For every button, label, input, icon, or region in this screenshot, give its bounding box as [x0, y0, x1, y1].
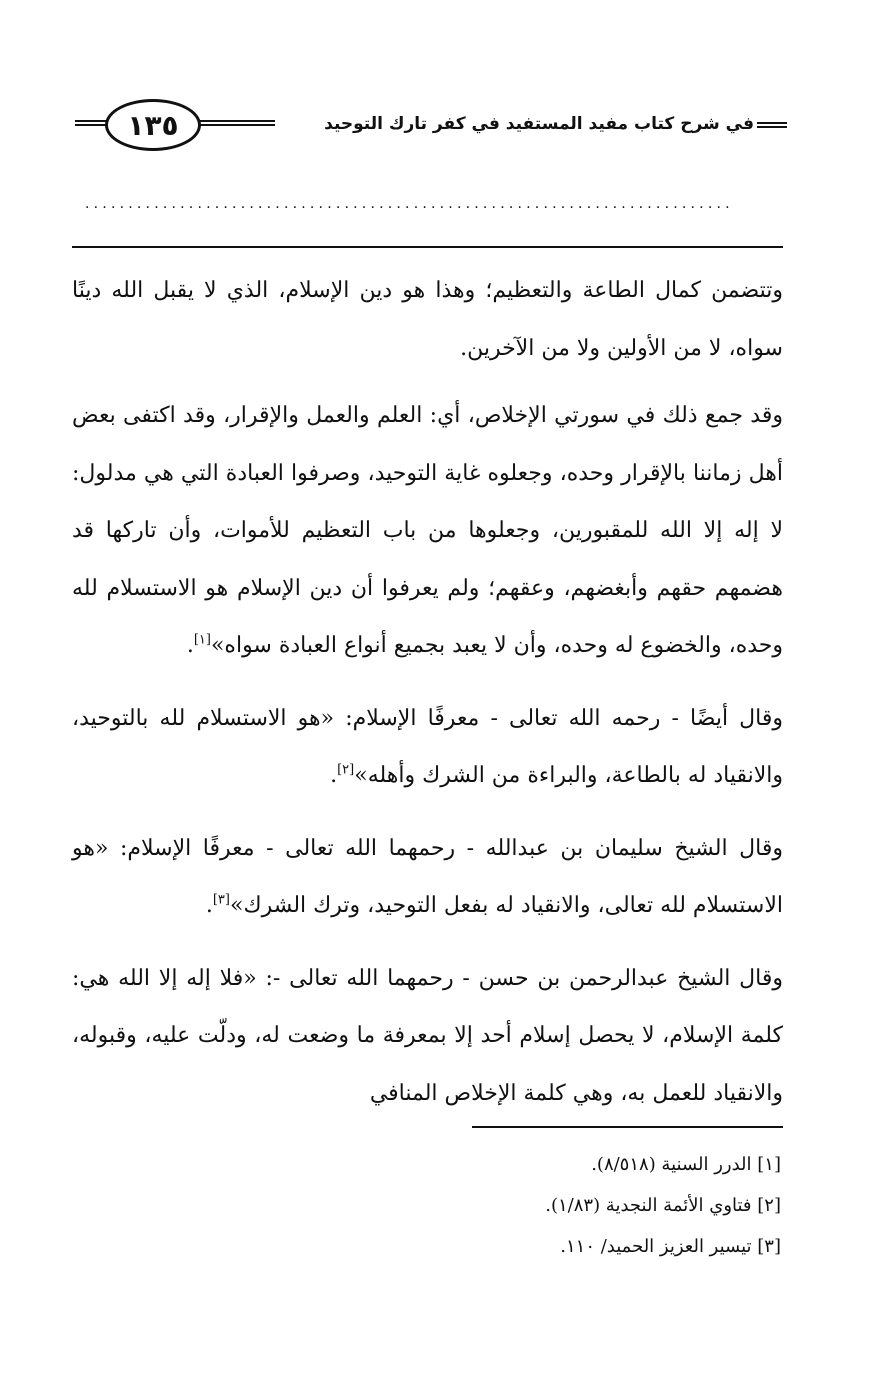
- header-double-rule-middle: [200, 120, 275, 126]
- page-header: [0, 0, 879, 170]
- top-rule: [72, 246, 783, 248]
- footnote-ref-3: [٣]: [212, 892, 230, 908]
- footnote-1: [545, 1144, 781, 1185]
- paragraph-3: [72, 690, 783, 805]
- footnote-mark: [٢]: [757, 1195, 781, 1216]
- paragraph-4: [72, 820, 783, 935]
- paragraph-text: وتتضمن كمال الطاعة والتعظيم؛ وهذا هو دين الإسلام، الذي لا يقبل الله دينًا سواه، لا من الأولين ولا من الآخرين.: [72, 278, 783, 361]
- dotted-separator: ...........................................................................: [85, 196, 734, 212]
- paragraph-text: وقال أيضًا - رحمه الله تعالى - معرفًا الإسلام: «هو الاستسلام لله بالتوحيد، والانقياد له بالطاعة، والبراءة من الشرك وأهله»: [72, 705, 783, 788]
- footnotes: [545, 1144, 781, 1267]
- footnote-text: تيسير العزيز الحميد/ ١١٠.: [560, 1236, 752, 1257]
- footnote-ref-1: [١]: [193, 632, 211, 648]
- header-double-rule-left: [75, 120, 107, 126]
- paragraph-2: [72, 387, 783, 675]
- page-number: ١٣٥: [105, 99, 201, 151]
- paragraph-text: وقال الشيخ سليمان بن عبدالله - رحمهما الله تعالى - معرفًا الإسلام: «هو الاستسلام لله تعالى، والانقياد له بفعل التوحيد، وترك الشرك»: [72, 835, 783, 918]
- paragraph-5: [72, 950, 783, 1123]
- paragraph-text: وقد جمع ذلك في سورتي الإخلاص، أي: العلم والعمل والإقرار، وقد اكتفى بعض أهل زماننا بالإقرار وحده، وجعلوه غاية التوحيد، وصرفوا العبادة التي هي مدلول: لا إله إلا الله للمقبورين، وجعلوها من باب التعظيم للأموات، وأن تاركها قد هضمهم حقهم وأبغضهم، وعقهم؛ ولم يعرفوا أن دين الإسلام هو الاستسلام لله وحده، والخضوع له وحده، وأن لا يعبد بجميع أنواع العبادة سواه»: [72, 403, 783, 658]
- sentence-end: .: [205, 893, 213, 918]
- main-text: [72, 262, 783, 1137]
- footnote-mark: [٣]: [757, 1236, 781, 1257]
- paragraph-text: وقال الشيخ عبدالرحمن بن حسن - رحمهما الله تعالى -: «فلا إله إلا الله هي: كلمة الإسلام، لا يحصل إسلام أحد إلا بمعرفة ما وضعت له، ودلّت عليه، وقبوله، والانقياد للعمل به، وهي كلمة الإخلاص المنافي: [72, 965, 783, 1106]
- footnote-mark: [١]: [757, 1154, 781, 1175]
- footnote-ref-2: [٢]: [337, 762, 355, 778]
- footnote-3: [545, 1226, 781, 1267]
- sentence-end: .: [330, 763, 338, 788]
- footnote-text: الدرر السنية (٨/٥١٨).: [591, 1154, 752, 1175]
- footnote-text: فتاوي الأئمة النجدية (١/٨٣).: [545, 1195, 752, 1216]
- paragraph-1: [72, 262, 783, 377]
- header-double-rule-right: [757, 122, 787, 128]
- footnote-2: [545, 1185, 781, 1226]
- footnote-rule: [472, 1126, 783, 1128]
- running-title: في شرح كتاب مفيد المستفيد في كفر تارك التوحيد: [324, 114, 754, 134]
- sentence-end: .: [186, 633, 194, 658]
